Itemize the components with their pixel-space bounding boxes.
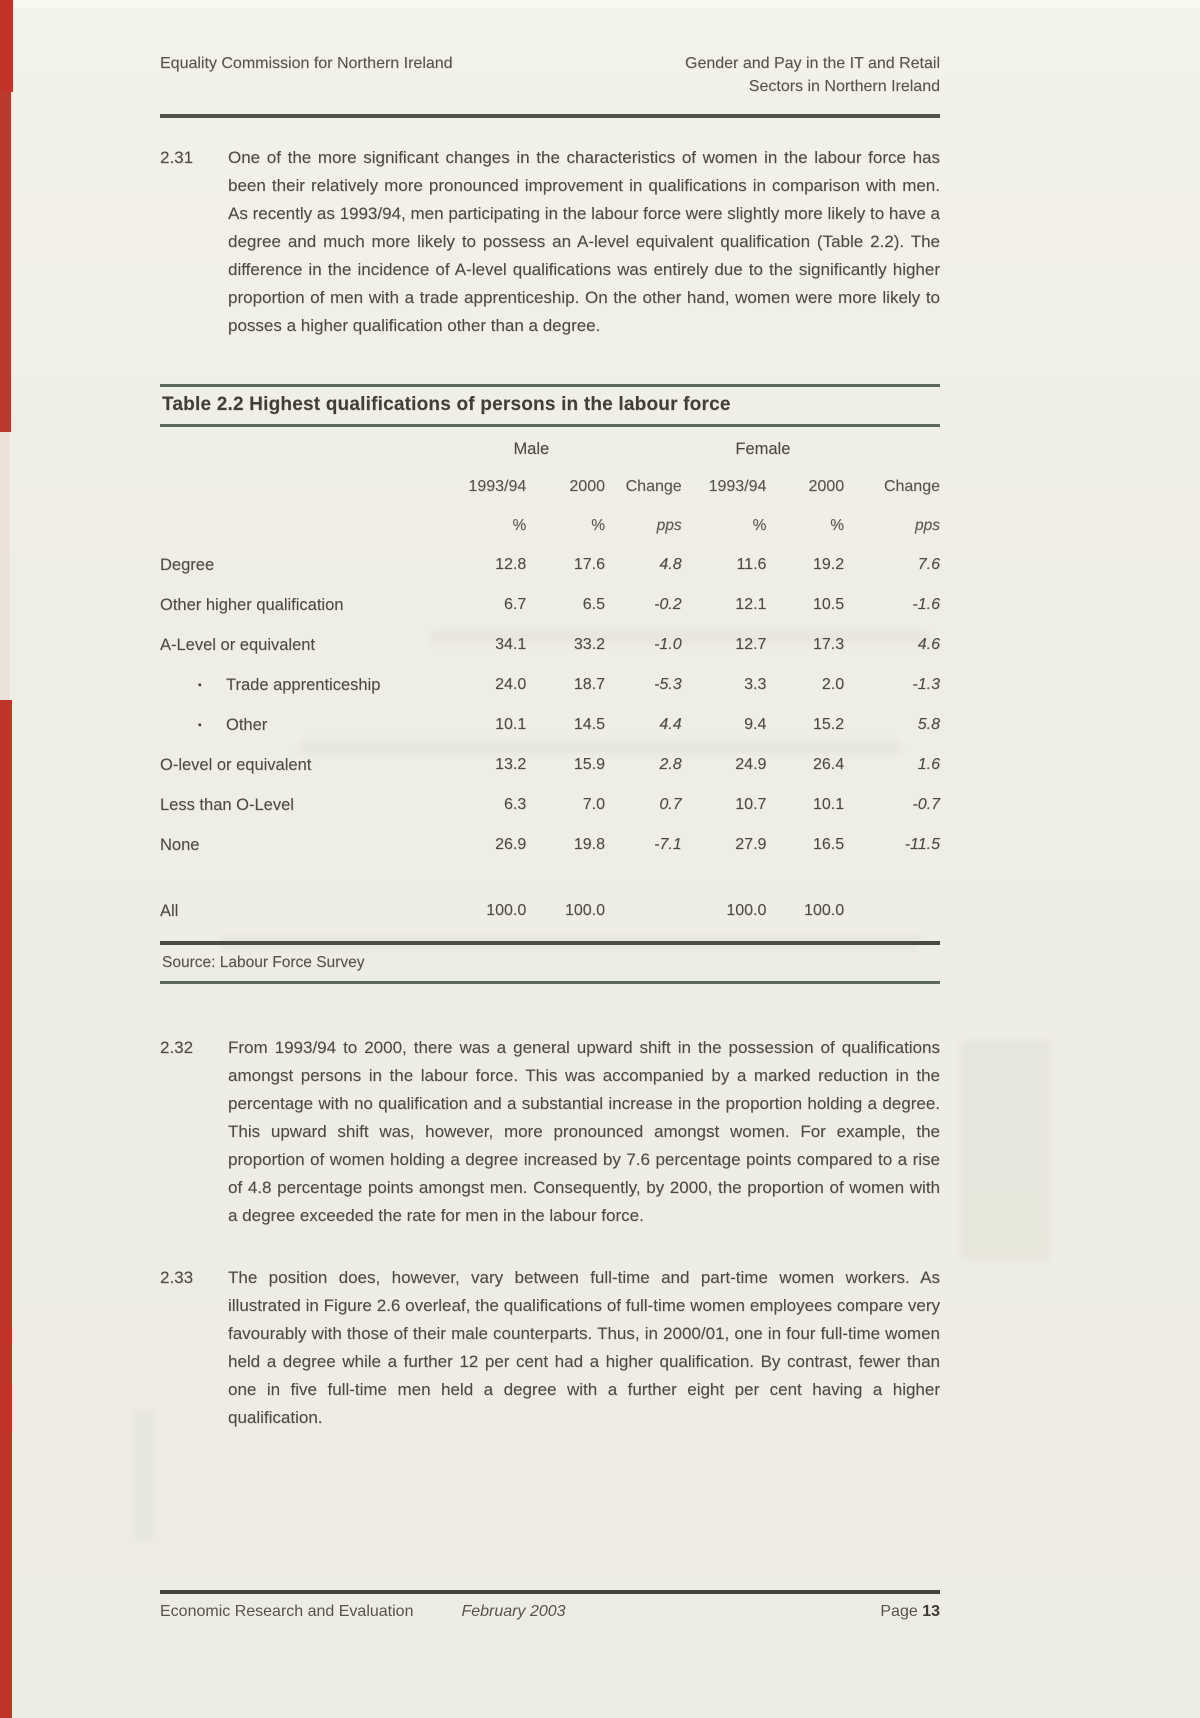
table-cell: 17.3 [812,636,845,653]
scan-artifact [960,1040,1050,1260]
table-cell: 19.2 [812,556,845,573]
row-label [160,745,458,785]
table-cell: 14.5 [573,716,605,733]
table-cell: 13.2 [495,756,527,773]
table-cell: -7.1 [654,836,682,853]
empty-cell [605,431,682,467]
table-2-2 [160,384,940,984]
table-source: Source: Labour Force Survey [162,954,365,971]
bullet-icon: ▪ [198,719,202,731]
row-label [160,545,458,585]
table-cell: 24.9 [735,756,767,773]
group-header-male: Male [513,439,550,458]
table-cell: 7.6 [917,556,940,573]
table-cell: 10.7 [735,796,767,813]
table-row [160,705,940,745]
table-group-header-row [160,431,940,467]
paragraph-2-33 [160,1264,940,1432]
column-header: Change [625,478,682,495]
table-row [160,785,940,825]
table-cell: 33.2 [573,636,605,653]
table-cell: 6.5 [582,596,605,613]
table-cell: 100.0 [804,902,845,919]
footer-row [160,1603,940,1621]
row-label [160,665,458,705]
table-cell: -0.7 [912,796,940,813]
table-cell: -11.5 [904,836,940,853]
table-closing-rule [160,981,940,984]
scan-edge-strip [0,0,13,92]
footer-date: February 2003 [461,1603,566,1620]
table-cell: 12.7 [735,636,767,653]
table-cell: 12.1 [735,596,767,613]
empty-cell [160,467,458,507]
row-label-text: Other higher qualification [160,595,344,614]
table-title: Table 2.2 Highest qualifications of persons in the labour force [162,394,731,415]
paragraph-number: 2.32 [160,1038,194,1057]
footer-page-value: 13 [922,1603,940,1620]
footer-page-label: Page [880,1603,918,1620]
table-cell: 27.9 [735,836,767,853]
bullet-icon: ▪ [198,679,202,691]
table-cell: 10.5 [812,596,845,613]
table-cell: 4.4 [659,716,682,733]
row-label-text: Other [226,715,268,734]
table-cell: 2.0 [821,676,845,693]
table-row [160,865,940,931]
table-cell: 6.7 [504,596,527,613]
table-cell: 2.8 [659,756,682,773]
paragraph-2-32 [160,1034,940,1230]
table-cell: 6.3 [504,796,527,813]
group-header-female: Female [735,439,791,458]
table-cell: 19.8 [573,836,605,853]
table-cell: 26.4 [812,756,845,773]
table-cell: 15.2 [812,716,845,733]
table-cell: 18.7 [573,676,605,693]
table-column-header-row [160,467,940,507]
table-cell [605,865,682,931]
header-right-title [685,52,940,98]
paragraph-text: The position does, however, vary between full-time and part-time women workers. As illustrated in Figure 2.6 overleaf, the qualifications of full-time women employees compare very favourably with those of their male counterparts. Thus, in 2000/01, one in four full-time women held a degree while a further 12 per cent had a higher qualification. By contrast, fewer than one in five full-time men held a degree with a further eight per cent having a higher qualification. [228,1268,940,1427]
table-cell: -0.2 [654,596,682,613]
unit-cell: % [512,517,527,534]
column-header: 1993/94 [708,478,767,495]
page-footer [160,1590,940,1621]
row-label-text: Trade apprenticeship [226,675,381,694]
scan-edge-strip [0,92,11,432]
row-label-text: None [160,835,200,854]
table-cell [844,865,940,931]
unit-cell: pps [656,517,682,534]
header-left-title: Equality Commission for Northern Ireland [160,55,453,72]
unit-cell: pps [915,517,940,534]
table-cell: 0.7 [659,796,682,813]
paragraph-2-31 [160,144,940,340]
header-divider [160,114,940,118]
table-row [160,625,940,665]
table-cell: 4.6 [917,636,940,653]
row-label [160,865,458,931]
table-cell: 7.0 [582,796,605,813]
column-header: 2000 [808,478,845,495]
table-cell: 4.8 [659,556,682,573]
table-cell: 11.6 [736,556,767,573]
table-unit-row [160,507,940,545]
header-right-line1: Gender and Pay in the IT and Retail [685,55,940,72]
table-row [160,745,940,785]
table-cell: 17.6 [573,556,605,573]
qualifications-table [160,431,940,931]
table-top-rule [160,384,940,387]
table-cell: 34.1 [495,636,527,653]
table-body [160,545,940,931]
paragraph-text: From 1993/94 to 2000, there was a general upward shift in the possession of qualifications amongst persons in the labour force. This was accompanied by a marked reduction in the percentage with no qualification and a substantial increase in the proportion holding a degree. This upward shift was, however, more pronounced amongst women. For example, the proportion of women holding a degree increased by 7.6 percentage points compared to a rise of 4.8 percentage points amongst men. Consequently, by 2000, the proportion of women with a degree exceeded the rate for men in the labour force. [228,1038,940,1225]
table-cell: -1.6 [912,596,940,613]
row-label [160,705,458,745]
table-cell: 9.4 [744,716,767,733]
row-label-text: Degree [160,555,215,574]
table-cell: 24.0 [495,676,527,693]
table-row [160,585,940,625]
table-row [160,665,940,705]
table-row [160,825,940,865]
table-cell: -5.3 [654,676,682,693]
scan-edge-strip [0,432,10,700]
footer-divider [160,1590,940,1594]
scan-top-edge [0,0,1200,8]
footer-page-number [880,1603,940,1621]
column-header: 1993/94 [468,478,527,495]
row-label-text: A-Level or equivalent [160,635,316,654]
row-label [160,585,458,625]
column-header: Change [883,478,940,495]
table-cell: -1.3 [912,676,940,693]
row-label-text: All [160,901,179,920]
scan-edge-strip [0,700,12,1718]
table-cell: 5.8 [917,716,940,733]
footer-left: Economic Research and Evaluation [160,1603,414,1620]
unit-cell: % [752,517,767,534]
row-label [160,825,458,865]
table-title-rule [160,424,940,427]
column-header: 2000 [569,478,605,495]
row-label-text: Less than O-Level [160,795,294,814]
table-cell: 100.0 [726,902,767,919]
unit-cell: % [591,517,605,534]
table-cell: 100.0 [564,902,605,919]
table-cell: -1.0 [654,636,682,653]
empty-cell [160,507,458,545]
table-row [160,545,940,585]
table-cell: 15.9 [573,756,605,773]
row-label [160,785,458,825]
table-cell: 26.9 [495,836,527,853]
row-label [160,625,458,665]
table-cell: 10.1 [495,716,527,733]
empty-cell [160,431,458,467]
unit-cell: % [830,517,845,534]
table-cell: 3.3 [744,676,767,693]
paragraph-text: One of the more significant changes in the characteristics of women in the labour force has been their relatively more pronounced improvement in qualifications in comparison with men. As recently as 1993/94, men participating in the labour force were slightly more likely to have a degree and much more likely to possess an A-level equivalent qualification (Table 2.2). The difference in the incidence of A-level qualifications was entirely due to the significantly higher proportion of men with a trade apprenticeship. On the other hand, women were more likely to posses a higher qualification other than a degree. [228,148,940,335]
page-header [160,52,940,98]
scan-artifact [135,1410,153,1540]
header-right-line2: Sectors in Northern Ireland [748,78,940,95]
row-label-text: O-level or equivalent [160,755,312,774]
table-cell: 10.1 [812,796,845,813]
paragraph-number: 2.33 [160,1268,194,1287]
table-cell: 1.6 [917,756,940,773]
paragraph-number: 2.31 [160,148,194,167]
table-cell: 100.0 [486,902,527,919]
page-content [160,52,940,1432]
table-cell: 16.5 [812,836,845,853]
table-cell: 12.8 [495,556,527,573]
